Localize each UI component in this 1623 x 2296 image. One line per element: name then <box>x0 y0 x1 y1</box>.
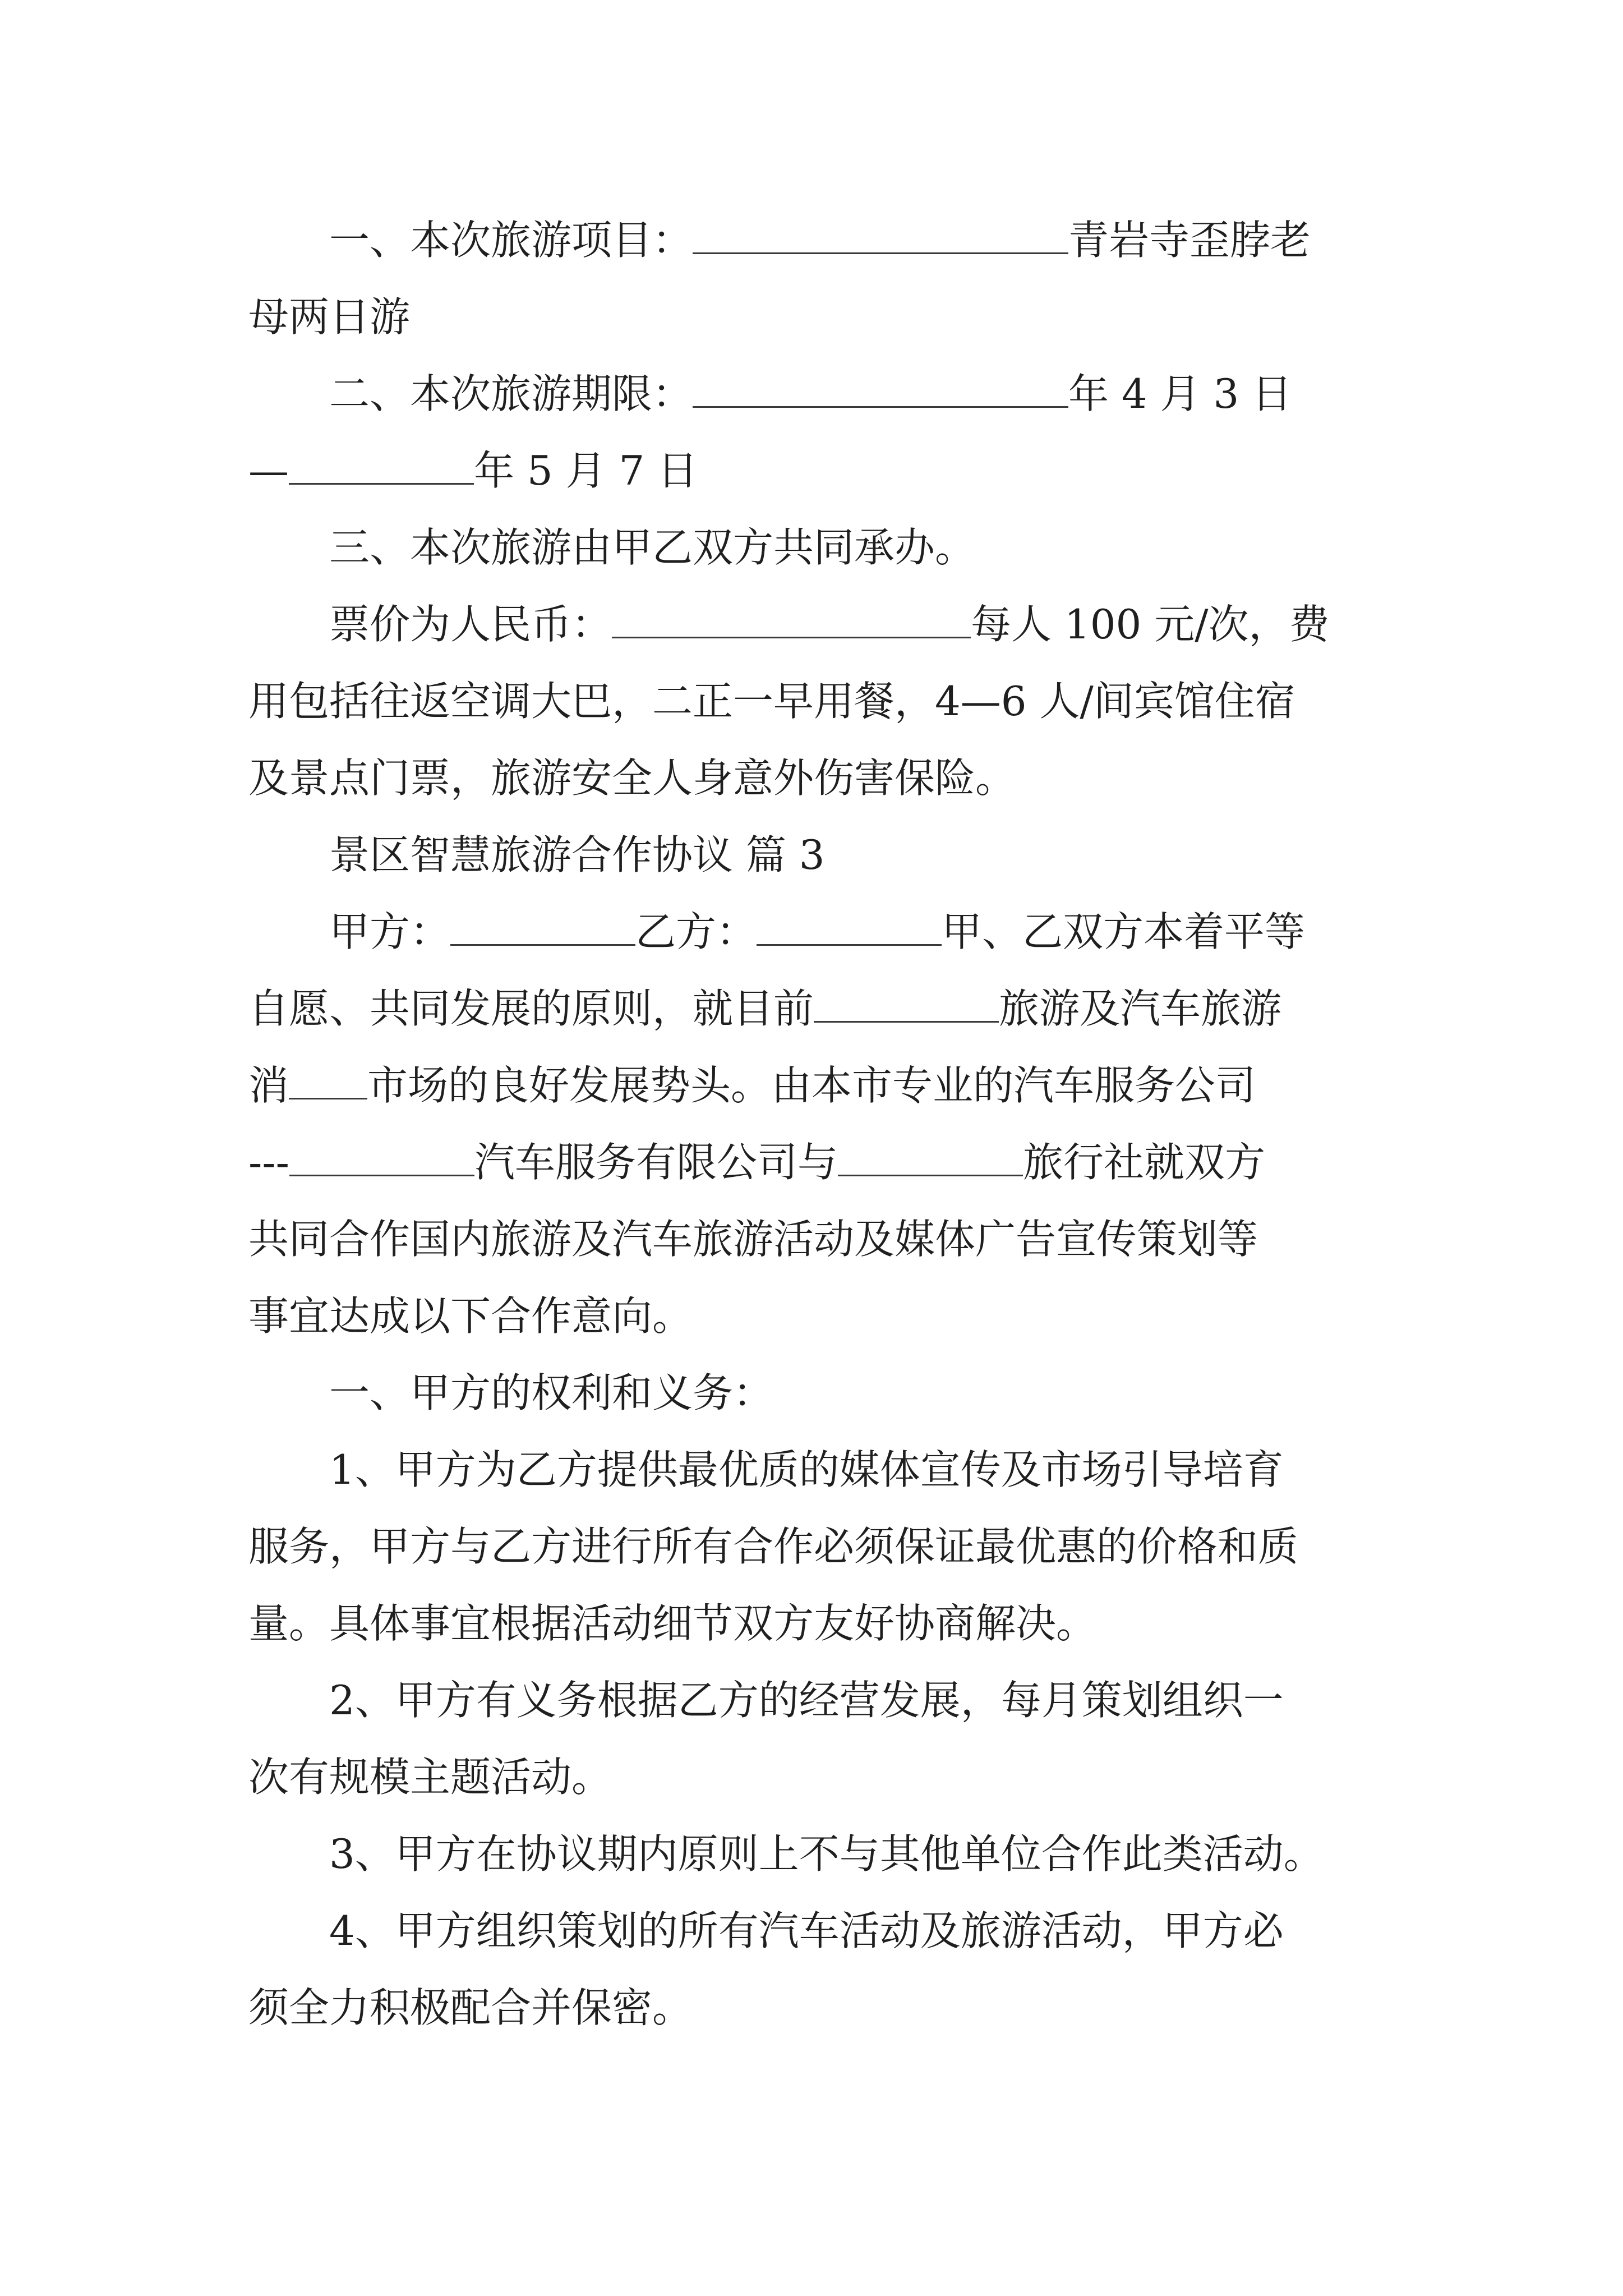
agreement-heading <box>248 817 1376 894</box>
ticket-price-paragraph <box>248 586 1376 817</box>
parties-intro-text: 甲、乙双方本着平等 <box>942 908 1306 955</box>
clause-2-line-2: 次有规模主题活动。 <box>248 1754 612 1801</box>
ticket-price-includes-cont: 及景点门票，旅游安全人身意外伤害保险。 <box>248 754 1016 802</box>
clause-2 <box>248 1662 1376 1816</box>
parties-blank-2 <box>814 986 999 1023</box>
parties-text-4b: 汽车服务有限公司与 <box>474 1139 838 1186</box>
parties-paragraph <box>248 894 1376 1355</box>
section-1-title <box>248 1355 1376 1432</box>
tour-project-label: 一、本次旅游项目： <box>329 217 693 264</box>
party-b-label: 乙方： <box>635 908 757 955</box>
tour-period-end-blank <box>289 448 474 485</box>
section-1-title-text: 一、甲方的权利和义务： <box>329 1369 774 1416</box>
ticket-price-includes: 用包括往返空调大巴，二正一早用餐，4—6 人/间宾馆住宿 <box>248 678 1295 725</box>
parties-text-3b: 市场的良好发展势头。由本市专业的汽车服务公司 <box>367 1062 1256 1109</box>
tour-period-label: 二、本次旅游期限： <box>329 370 693 417</box>
ticket-price-label: 票价为人民币： <box>329 601 612 648</box>
clause-3 <box>248 1816 1376 1893</box>
tour-project-value-cont: 母两日游 <box>248 293 411 341</box>
clause-1-line-2: 服务，甲方与乙方进行所有合作必须保证最优惠的价格和质 <box>248 1523 1299 1570</box>
tour-project-value: 青岩寺歪脖老 <box>1068 217 1311 264</box>
ticket-price-value: 每人 100 元/次，费 <box>971 601 1330 648</box>
parties-blank-4a <box>289 1140 474 1176</box>
parties-blank-4b <box>838 1140 1023 1176</box>
tour-period-start: 年 4 月 3 日 <box>1068 370 1293 417</box>
clause-4-line-2: 须全力积极配合并保密。 <box>248 1984 693 2031</box>
clause-1-line-1: 1、甲方为乙方提供最优质的媒体宣传及市场引导培育 <box>329 1446 1284 1493</box>
clause-1 <box>248 1432 1376 1662</box>
agreement-heading-text: 景区智慧旅游合作协议 篇 3 <box>329 831 825 878</box>
parties-text-5: 共同合作国内旅游及汽车旅游活动及媒体广告宣传策划等 <box>248 1216 1258 1263</box>
parties-text-6: 事宜达成以下合作意向。 <box>248 1292 693 1340</box>
tour-project-blank <box>693 218 1068 254</box>
parties-text-4a: --- <box>248 1139 289 1186</box>
ticket-price-blank <box>612 602 971 638</box>
tour-period-dash: — <box>248 447 289 494</box>
clause-3-line-1: 3、甲方在协议期内原则上不与其他单位合作此类活动。 <box>329 1830 1324 1878</box>
party-b-blank <box>757 909 942 946</box>
clause-1-line-3: 量。具体事宜根据活动细节双方友好协商解决。 <box>248 1600 1097 1647</box>
co-organizer-text: 三、本次旅游由甲乙双方共同承办。 <box>329 524 976 571</box>
parties-text-3a: 消 <box>248 1062 289 1109</box>
party-a-label: 甲方： <box>329 908 451 955</box>
tour-project-paragraph <box>248 202 1376 356</box>
co-organizer-paragraph <box>248 509 1376 586</box>
tour-period-end: 年 5 月 7 日 <box>474 447 698 494</box>
clause-4-line-1: 4、甲方组织策划的所有汽车活动及旅游活动，甲方必 <box>329 1907 1284 1954</box>
tour-period-paragraph <box>248 356 1376 509</box>
tour-period-start-blank <box>693 371 1068 408</box>
clause-2-line-1: 2、甲方有义务根据乙方的经营发展，每月策划组织一 <box>329 1677 1284 1724</box>
parties-text-2a: 自愿、共同发展的原则，就目前 <box>248 985 814 1032</box>
clause-4 <box>248 1893 1376 2046</box>
party-a-blank <box>450 909 635 946</box>
parties-blank-3 <box>289 1063 367 1099</box>
document-body <box>248 202 1376 2046</box>
parties-text-4c: 旅行社就双方 <box>1023 1139 1266 1186</box>
parties-text-2b: 旅游及汽车旅游 <box>999 985 1282 1032</box>
